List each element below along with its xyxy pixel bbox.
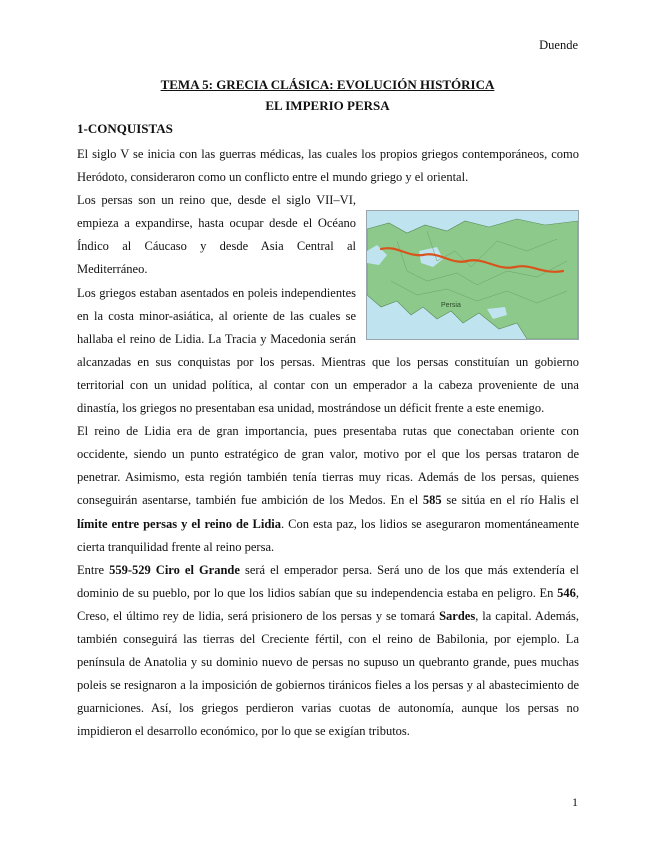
page-number: 1: [572, 795, 578, 809]
paragraph-3: Los griegos estaban asentados en poleis independientes en la costa minor-asiática, al oriente de las cuales se hallaba el reino de Lidia. La Tracia y Macedonia serán alcanzadas en sus conquistas por los persas. Mientras que los persas constituían un gobierno territorial con un unidad política, al contar con un emperador a la cabeza proveniente de una dinastía, los griegos no presentaban esa unidad, mostrándose un déficit frente a este enemigo.: [77, 285, 579, 416]
document-subtitle: EL IMPERIO PERSA: [265, 98, 390, 113]
document-title: TEMA 5: GRECIA CLÁSICA: EVOLUCIÓN HISTÓRICA: [160, 77, 495, 92]
svg-text:Persia: Persia: [441, 302, 461, 310]
paragraph-4: El reino de Lidia era de gran importancia, pues presentaba rutas que conectaban oriente con occidente, siendo un punto estratégico de gran valor, motivo por el que los persas trataron de penetrar. Asimismo, esta región también tenía tierras muy ricas. Además de los persas, quienes conseguirán asentarse, también fue ambición de los Medos. En el 585 se sitúa en el río Halis el límite entre persas y el reino de Lidia. Con esta paz, los lidios se aseguraron momentáneamente cierta tranquilidad frente al reino persa.: [77, 424, 579, 554]
paragraph-1: El siglo V se inicia con las guerras médicas, las cuales los propios griegos contemporáneos, como Heródoto, consideraron como un conflicto entre el mundo griego y el oriental.: [77, 147, 579, 185]
document-body: [77, 143, 579, 743]
paragraph-2: Los persas son un reino que, desde el siglo VII–VI, empieza a expandirse, hasta ocupar desde el Océano Índico al Cáucaso y desde Asia Central al Mediterráneo.: [77, 193, 356, 277]
persian-empire-map: [366, 210, 579, 340]
section-heading: 1-CONQUISTAS: [77, 121, 173, 136]
header-author: Duende: [539, 38, 578, 52]
paragraph-5: Entre 559-529 Ciro el Grande será el emperador persa. Será uno de los que más extendería el dominio de su pueblo, por lo que los lidios sabían que su independencia estaba en peligro. En 546, Creso, el último rey de lidia, será prisionero de los persas y se tomará Sardes, la capital. Además, también conseguirá las tierras del Creciente fértil, con el reino de Babilonia, por ejemplo. La península de Anatolia y su dominio nuevo de persas no supuso un quebranto grande, pues muchas poleis se resignaron a la imposición de gobiernos tiránicos fieles a los persas y al abastecimiento de guarniciones. Así, los griegos perdieron varias cuotas de autonomía, aunque los persas no impidieron el desarrollo económico, por lo que se exigían tributos.: [77, 562, 579, 739]
